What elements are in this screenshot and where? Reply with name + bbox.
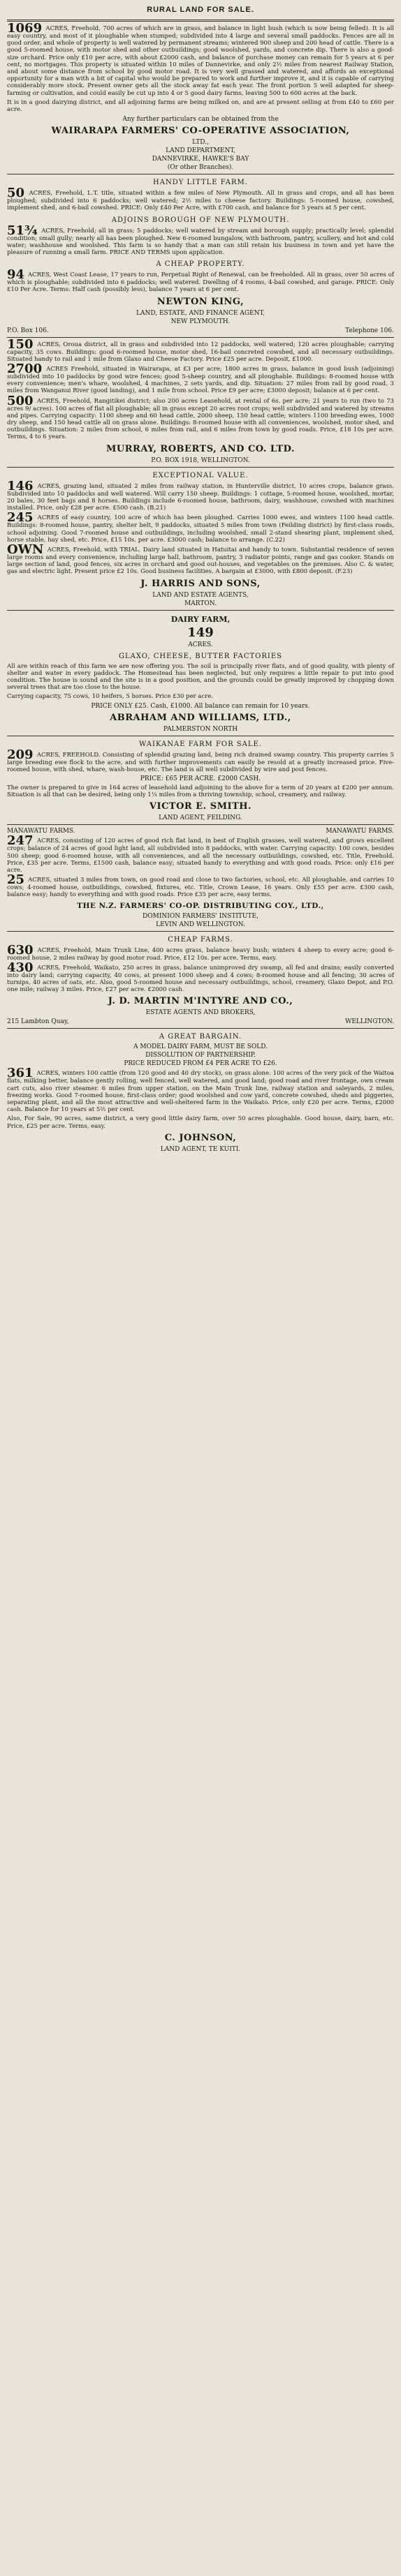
ad-text: ACRES, grazing land, situated 2 miles from railway station, in Hunterville district, 10 acres crops, balance grass. Subdivided into 10 paddocks and well watered. Will carry 150 sheep. Buildings: 1 cottage, 5-roomed house, woolshed, mortar, 20 bales, 30 feet bags and 8 horses. Buildings include 6-roomed house, bathroom, dairy, washhouse, cowshed with machines installed. Price, only £28 per acre. £500 cash. [7,482,394,512]
divider [7,610,394,611]
ad-title: EXCEPTIONAL VALUE. [152,471,249,479]
acreage-number: 94 [7,267,25,283]
agent-city: WELLINGTON. [345,1018,394,1026]
agent-city: LEVIN AND WELLINGTON. [156,921,245,928]
ad-wairarapa [7,21,394,172]
acreage-number: 50 [7,186,25,201]
agent-description: LAND AND ESTATE AGENTS, [152,591,249,599]
ad-paragraph [7,833,394,874]
ad-title: A GREAT BARGAIN. [159,1033,242,1041]
agent-name: C. JOHNSON, [164,1132,237,1143]
ad-text: ACRES, Freehold, L.T. title, situated within a few miles of New Plymouth. All in grass and crops, and all has been ploughed; subdivided into 6 paddocks; well watered; 2½ miles to cheese factory. Buildings: 5-roomed house, cowshed, implement shed, and 6-bail cowshed. PRICE: Only £40 Per Acre, with £700 cash, and balance for 5 years at 5 per cent. [7,190,395,212]
acreage-number: 209 [7,747,34,762]
ad-paragraph [7,21,394,97]
address-row [7,1018,394,1025]
page-header: RURAL LAND FOR SALE. [147,6,254,14]
acreage-number: 247 [7,833,34,849]
agent-name: MURRAY, ROBERTS, AND CO. LTD. [106,443,295,454]
ad-paragraph: Also, For Sale, 90 acres, same district, a very good little dairy farm, over 50 acres ploughable. Good house, dairy, barn, etc. Price, £25 per acre. Terms, easy. [7,1115,394,1130]
ad-paragraph: Carrying capacity, 75 cows, 10 heifers, 5 horses. Price £30 per acre. [7,693,214,701]
ad-subhead: PRICE REDUCED FROM £4 PER ACRE TO £26. [124,1060,277,1068]
ad-text: ACRES, situated 3 miles from town, on good road and close to two factories, school, etc. All ploughable, and carries 10 cows; 4-roomed house, outbuildings, cowshed, fixtures, etc. Title, Crown Lease, 16 years. Only £55 per acre. £300 cash, balance easy; handy to everything and with good roads. Price £35 per acre, easy terms. [7,877,394,899]
divider [7,467,394,468]
acreage-number: 51¾ [7,223,38,238]
ad-paragraph [7,393,395,441]
ad-mcintyre [7,936,394,1026]
ad-paragraph [7,542,394,576]
price-line: PRICE: £65 PER ACRE. £2000 CASH. [140,775,261,782]
agent-name: ABRAHAM AND WILLIAMS, LTD., [110,712,291,723]
ad-reference: (C.22) [266,536,285,544]
ad-paragraph [7,362,395,395]
section-label-right: MANAWATU FARMS. [326,828,394,835]
acreage-number: 430 [7,960,34,975]
agent-name: NEWTON KING, [156,296,245,307]
section-label-left: MANAWATU FARMS. [7,828,75,835]
ad-paragraph [7,510,394,544]
section-header-row [7,828,394,835]
ad-text: ACRES, FREEHOLD. Consisting of splendid grazing land, being rich drained swamp country. This property carries 5 large breeding ewe flock to the acre, and with further improvements can easily be resold at a greatly increased price. Five-roomed house, with shed, whare, wash-house, etc. The land is all well subdivided by wire and post fences. [7,751,395,773]
agent-address: 215 Lambton Quay, [7,1018,69,1026]
ad-title: DAIRY FARM, [170,614,231,624]
acreage-number: 149 [187,625,214,640]
ad-text: ACRES, Freehold, Main Trunk Line, 400 acres grass, balance heavy bush; winters 4 sheep to every acre; good 6-roomed house, 2 miles railway by good motor road. Price, £12 10s. per acre. Terms, easy. [7,946,395,962]
po-box: P.O. Box 106. [7,327,49,334]
acreage-number: 500 [7,393,34,408]
ad-johnson [7,1033,394,1152]
ad-subhead: DISSOLUTION OF PARTNERSHIP. [145,1052,256,1059]
agent-name: THE N.Z. FARMERS' CO-OP. DISTRIBUTING COY., LTD., [77,901,324,910]
ad-title: HANDY LITTLE FARM. [153,179,248,187]
ad-subhead: A MODEL DAIRY FARM, MUST BE SOLD. [133,1043,268,1051]
ad-paragraph [7,478,394,512]
acres-label: ACRES. [188,641,213,648]
ad-paragraph: All are within reach of this farm we are now offering you. The soil is principally river flats, and of good quality, with plenty of shelter and water in every paddock. The Homestead has been neglected, but only requires a little repair to put into good condition. The house is sound and the site is in a good position, and the grounds could be greatly improved by chopping down several trees that are too close to the house. [7,662,394,692]
acreage-number: 146 [7,478,34,493]
acreage-number: OWN [7,542,44,557]
ad-text: ACRES, Freehold; all in grass; 5 paddocks; well watered by stream and borough supply; practically level; splendid condition; small gully; nearly all has been ploughed. New 6-roomed bungalow, with bathroom, pantry, scullery, and hot and cold water; washhouse and woolshed. This farm is so handy that a man can still retain his business in town and yet have the pleasure of running a small farm. PRICE AND TERMS upon application. [7,227,394,257]
acreage-number: 25 [7,872,25,888]
ad-paragraph [7,267,394,294]
agent-city: PALMERSTON NORTH [163,725,238,733]
acreage-number: 361 [7,1066,34,1081]
ad-paragraph [7,223,394,257]
department: LAND DEPARTMENT, [166,147,235,155]
ad-text: ACRES, winters 100 cattle (from 120 good and 40 dry stock), on grass alone. 100 acres of the very pick of the Waitoa flats, milking better, balance gently rolling, well fenced, well watered, and good land; good road and river frontage, own cream cart cuts, also river steamer. 6 miles from upper station, on the Main Trunk line, railway station and saleyards, 2 miles, freezing works. Good 7-roomed house, first-class order; good woolshed and cow yard, concrete cowshed, sheds and piggeries, separating plant, and all the most attractive and well-sheltered farm in the Waikato. Price, only £20 per acre. Terms, £2000 cash. Balance for 10 years at 5½ per cent. [7,1070,395,1114]
agent-box: P.O. BOX 1918, WELLINGTON. [151,456,250,464]
ad-text: ACRES, West Coast Lease, 17 years to run, Perpetual Right of Renewal, can be freeholded. All in grass, over 50 acres of which is ploughable; subdivided into 6 paddocks; well watered. Dwelling of 4 rooms, 4-bail cowshed, and garage. PRICE: Only £10 Per Acre. Terms: Half cash (possibly less), balance 7 years at 6 per cent. [7,271,394,294]
ad-paragraph: The owner is prepared to give in 164 acres of leasehold land adjoining to the above for a term of 20 years at £200 per annum. Situation is all that can be desired, being only 1¼ miles from a thriving township, school, creamery, and railway. [7,784,394,799]
agent-description: LAND, ESTATE, AND FINANCE AGENT, [136,309,265,317]
agent-name: J. HARRIS AND SONS, [140,578,261,589]
ad-reference: (B.21) [147,505,166,512]
ad-paragraph: It is in a good dairying district, and all adjoining farms are being milked on, and are at present selling at from £40 to £60 per acre. [7,98,394,114]
ad-subhead: A CHEAP PROPERTY. [156,260,245,269]
ad-paragraph [7,872,394,899]
further-note: Any further particulars can be obtained from the [122,116,279,124]
ad-abraham-williams [7,615,394,733]
agent-description: LAND AGENT, FEILDING. [159,814,242,822]
ad-text: ACRES, Freehold, with TRIAL. Dairy land situated in Hatuitai and handy to town. Substantial residence of seven large rooms and every convenience, including large hall, bathroom, pantry, 3 radiator points, range and gas cooker. Stands on large section of land, good fences, six acres in orchard and good out-houses, and vegetables on the premises. Also C. & water, gas and electric light. Present price £2 10s. Good business facilities. A bargain at £3000, with £800 deposit. [7,546,394,576]
agent-ltd: LTD., [192,139,209,147]
agent-city: MARTON. [184,600,217,607]
divider [7,20,394,22]
agent-name: J. D. MARTIN M'INTYRE AND CO., [108,996,293,1007]
ad-reference: (F.23) [335,568,353,576]
acreage-number: 2700 [7,362,43,377]
ad-paragraph [7,186,395,212]
divider [7,337,394,338]
ad-newton-king [7,179,394,334]
ad-murray-roberts [7,336,395,464]
divider [7,931,394,932]
ad-text: ACRES, Oroua district, all in grass and subdivided into 12 paddocks, well watered; 120 acres ploughable; carrying capacity, 35 cows. Buildings: good 6-roomed house, motor shed, 16-bail concreted cowshed, and all necessary outbuildings. Situated handy to rail and 1 mile from Glaxo and Cheese Factory. Price £25 per acre. Deposit, £1000. [7,341,395,363]
acreage-number: 245 [7,510,34,526]
ad-paragraph [7,942,395,962]
agent-branches: (Or other Branches). [167,164,234,172]
acreage-number: 630 [7,942,34,958]
agent-description: DOMINION FARMERS' INSTITUTE, [143,912,258,920]
agent-address: DANNEVIRKE, HAWKE'S BAY [152,156,249,163]
agent-description: ESTATE AGENTS AND BROKERS, [145,1009,256,1017]
agent-description: LAND AGENT, TE KUITI. [160,1145,241,1153]
divider [7,1028,394,1029]
contact-row [7,327,394,334]
ad-title: WAIKANAE FARM FOR SALE. [139,740,262,748]
telephone: Telephone 106. [345,327,394,334]
ad-j-harris [7,472,394,607]
ad-paragraph [7,1066,395,1114]
ad-nz-farmers [7,828,394,928]
ad-text: ACRES of easy country, 100 acre of which has been ploughed. Carries 1000 ewes, and winters 1100 head cattle. Buildings: 8-roomed house, pantry, shelter belt, 9 paddocks, situated 5 miles from town (Feilding district) by first-class roads, school adjoining. Good 7-roomed house and outbuildings, including woolshed, small 2-stand shearing plant, implement shed, horse stable, hay shed, etc. Price, £15 10s. per acre. £3000 cash; balance to arrange. [7,514,394,544]
acreage-number: 1069 [7,21,43,36]
ad-subhead: ADJOINS BOROUGH OF NEW PLYMOUTH. [111,216,290,224]
ad-subhead: GLAXO, CHEESE, BUTTER FACTORIES [119,652,282,660]
ad-paragraph [7,960,395,994]
agent-city: NEW PLYMOUTH. [170,318,231,325]
ad-text: ACRES Freehold, situated in Wairarapa, at £3 per acre; 1800 acres in grass, balance in good bush (adjoining) subdivided into 10 paddocks by good wire fences; good 5-sheep country, and all ploughable. Buildings: 8-roomed house with every convenience; men's whare, woolshed, 4 machines, 2 sets yards, and dip. Situation: 27 miles from rail by good road, 3 miles from Wanganui River (good landing), and 1 mile from school. Price £9 per acre; £3000 deposit; balance at 6 per cent. [7,366,395,395]
agent-name: VICTOR E. SMITH. [149,801,252,812]
ad-title: CHEAP FARMS. [168,935,233,944]
acreage-number: 150 [7,336,34,352]
price-line: PRICE ONLY £25. Cash, £1000. All balance can remain for 10 years. [91,702,310,710]
ad-paragraph [7,336,395,363]
ad-text: ACRES, Freehold, Waikato, 250 acres in grass, balance unimproved dry swamp, all fed and drains; easily converted into dairy land; carrying capacity, 40 cows, at present 1000 sheep and 4 cows; 8-roomed house and all fencing; 30 acres of turnips, 40 acres of oats, etc. Also, good 5-roomed house and necessary outbuildings, school, creamery, Glaxo Depot, and P.O. one mile; railway 3 miles. Price, £27 per acre. £2000 cash. [7,964,395,994]
ad-text: ACRES, consisting of 120 acres of good rich flat land, in best of English grasses, well watered, and grows excellent crops; balance of 24 acres of good light land, all subdivided into 8 paddocks, with water. Carrying capacity: 100 cows, besides 500 sheep; good 6-roomed house, with all conveniences, and all the necessary outbuildings, cowshed, etc. Title, Freehold. Price, £35 per acre. Terms, £1500 cash, balance easy; situated handy to everything and with good roads. Price: only £16 per acre. [7,837,394,874]
agent-name: WAIRARAPA FARMERS' CO-OPERATIVE ASSOCIATION, [51,126,350,137]
ad-text: ACRES, Freehold, Rangitikei district; also 200 acres Leasehold, at rental of 6s. per acre; 21 years to run (two to 73 acres 9/ acres). 100 acres of flat all ploughable; all in grass except 20 acres root crops; well subdivided and watered by streams and pipes. Carrying capacity: 1100 sheep and 60 head cattle, 2000 sheep, 150 head cattle; winters 1100 breeding ewes, 1000 dry sheep, and 150 head cattle all on grass alone. Buildings: 8-roomed house with all conveniences, woolshed, motor shed, and outbuildings. Situation: 2 miles from school, 6 miles from rail, and 6 miles from town by good roads. Price, £18 10s per acre. Terms, 4 to 6 years. [7,397,395,441]
divider [7,824,394,825]
ad-paragraph [7,747,395,773]
ad-text: ACRES, Freehold, 700 acres of which are in grass, and balance in light bush (which is now being felled). It is all easy country, and most of it ploughable when stumped; subdivided into 4 large and several small paddocks. Fences are all in good order, and whole of property is well watered by permanent streams; wintered 900 sheep and 200 head of cattle. There is a good 5-roomed house, with motor shed and other outbuildings; good woolshed, yards, and concrete dip. There is also a good-size orchard. Price only £10 per acre, with about £2000 cash, and balance of purchase money can remain for 5 years at 6 per cent, no mortgages. This property is situated within 10 miles of Dannevirke, and only 2½ miles from nearest Railway Station, and about some distance from school by good motor road. It is very well grassed and watered, and affords an exceptional opportunity for a man with a bit of capital who would be prepared to work and further improve it, and it is capable of carrying considerably more stock. Present owner gets all the stock away fat each year. The front portion 5 well adapted for sheep-farming or cultivation, and could easily be cut up into 4 or 5 good dairy farms, leaving 500 to 600 acres at the back. [7,25,394,97]
ad-victor-smith [7,740,394,822]
